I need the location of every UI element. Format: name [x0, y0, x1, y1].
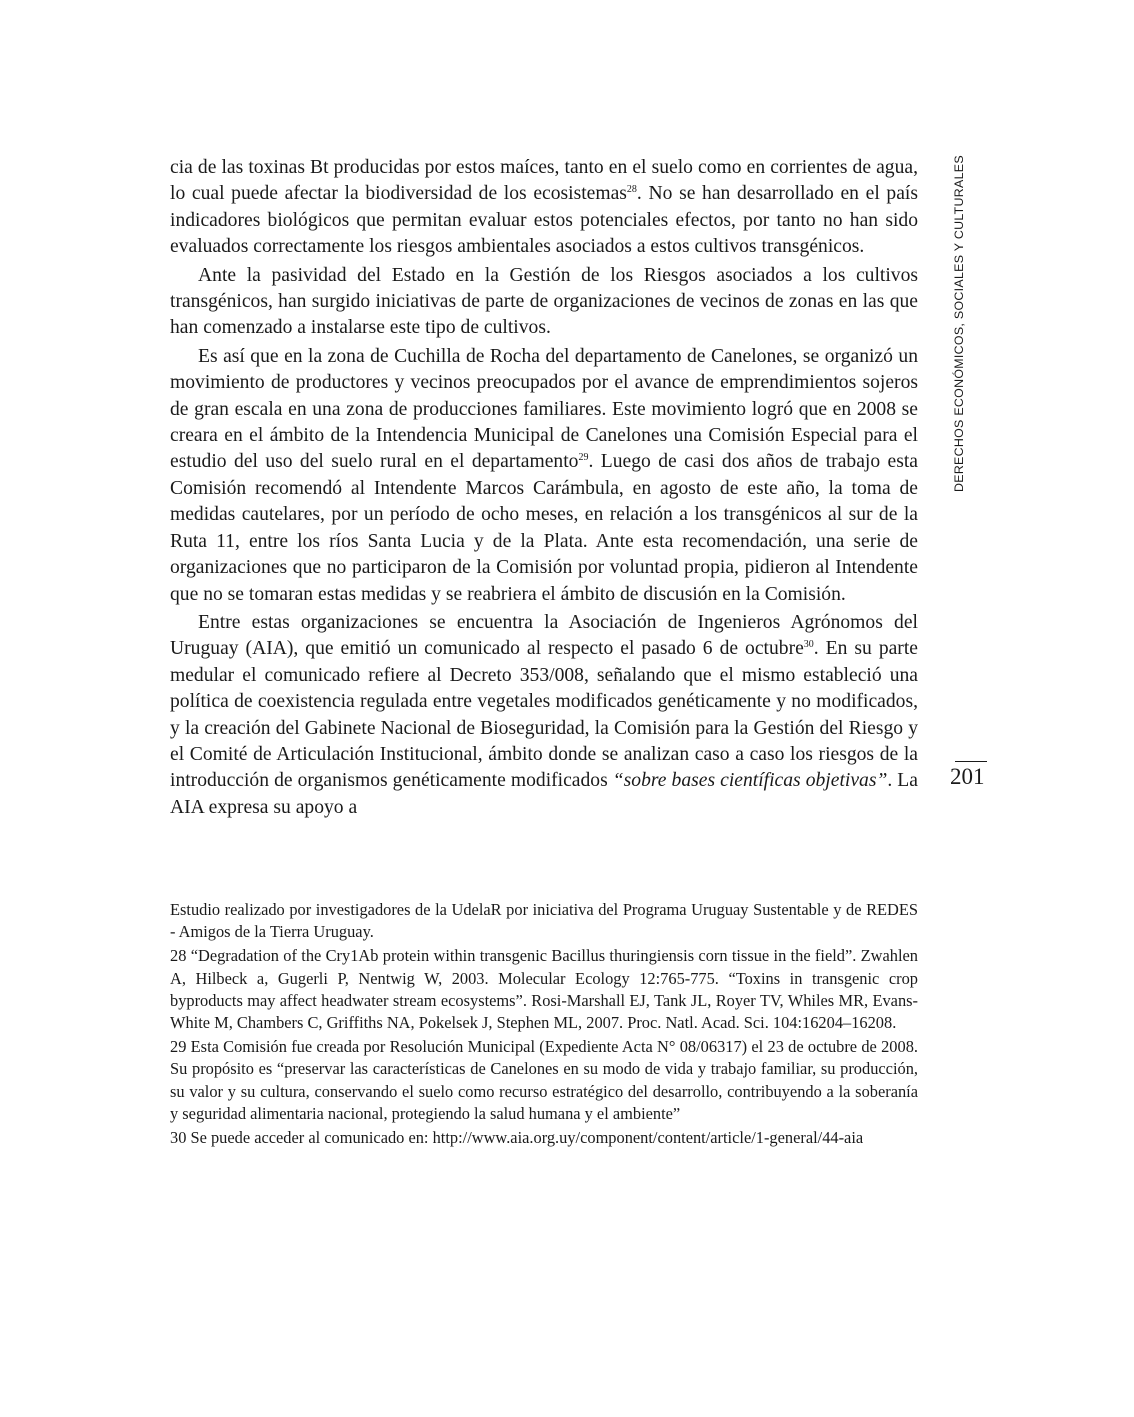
paragraph-3-text-a: Es así que en la zona de Cuchilla de Rocha del departamento de Canelones, se organizó un movimiento de productores y vecinos preocupados por el avance de emprendimientos sojeros de gran escala en una zona de producciones familiares. Este movimiento logró que en 2008 se creara en el ámbito de la Intendencia Municipal de Canelones una Comisión Especial para el estudio del uso del suelo rural en el departamento: [170, 345, 918, 473]
footnote-ref-29[interactable]: 29: [578, 452, 589, 464]
page-number: 201: [950, 764, 985, 789]
paragraph-4-text-b: . En su parte medular el comunicado refiere al Decreto 353/008, señalando que el mismo estableció una política de coexistencia regulada entre vegetales modificados genéticamente y no modificados, y la creación del Gabinete Nacional de Bioseguridad, la Comisión para la Gestión del Riesgo y el Comité de Articulación Institucional, ámbito donde se analizan caso a caso los riesgos de la introducción de organismos genéticamente modificados: [170, 638, 918, 792]
running-head-text: DERECHOS ECONÓMICOS, SOCIALES Y CULTURALES: [952, 155, 966, 492]
paragraph-3: [170, 344, 918, 608]
paragraph-4-text-c: . La AIA expresa su apoyo a: [170, 770, 918, 818]
footnote-28: 28 “Degradation of the Cry1Ab protein within transgenic Bacillus thuringiensis corn tissue in the field”. Zwahlen A, Hilbeck a, Gugerli P, Nentwig W, 2003. Molecular Ecology 12:765-775. “Toxins in transgenic crop byproducts may affect headwater stream ecosystems”. Rosi-Marshall EJ, Tank JL, Royer TV, Whiles MR, Evans-White M, Chambers C, Griffiths NA, Pokelsek J, Stephen ML, 2007. Proc. Natl. Acad. Sci. 104:16204–16208.: [170, 946, 918, 1033]
paragraph-4: [170, 610, 918, 821]
paragraph-4-quote: “sobre bases científicas objetivas”: [612, 770, 888, 792]
footnote-intro: Estudio realizado por investigadores de la UdelaR por iniciativa del Programa Uruguay Sustentable y de REDES - Amigos de la Tierra Uruguay.: [170, 900, 918, 942]
footnote-29: 29 Esta Comisión fue creada por Resolución Municipal (Expediente Acta N° 08/06317) el 23 de octubre de 2008. Su propósito es “preservar las características de Canelones en su modo de vida y trabajo familiar, su producción, su valor y su cultura, conservando el suelo como recurso estratégico del desarrollo, contribuyendo a la soberanía y seguridad alimentaria nacional, protegiendo la salud humana y el ambiente”: [170, 1037, 918, 1123]
page-number-rule: [955, 761, 987, 762]
footnote-30-link[interactable]: http://www.aia.org.uy/component/content/article/1-general/44-aia: [432, 1128, 864, 1148]
footnote-ref-28[interactable]: 28: [626, 184, 637, 196]
footnote-30: [170, 1127, 918, 1149]
paragraph-3-text-b: . Luego de casi dos años de trabajo esta Comisión recomendó al Intendente Marcos Carámbula, en agosto de este año, la toma de medidas cautelares, por un período de ocho meses, en relación a los transgénicos al sur de la Ruta 11, entre los ríos Santa Lucia y de la Plata. Ante esta recomendación, una serie de organizaciones que no participaron de la Comisión por voluntad propia, pidieron al Intendente que no se tomaran estas medidas y se reabriera el ámbito de discusión en la Comisión.: [170, 451, 918, 605]
paragraph-1-text-a: cia de las toxinas Bt producidas por estos maíces, tanto en el suelo como en corrientes de agua, lo cual puede afectar la biodiversidad de los ecosistemas: [170, 157, 918, 205]
running-head: [950, 155, 970, 492]
footnotes: [170, 899, 918, 1151]
body-text: [170, 155, 918, 821]
paragraph-1-text-b: . No se han desarrollado en el país indicadores biológicos que permitan evaluar estos potenciales efectos, por tanto no han sido evaluados correctamente los riesgos ambientales asociados a estos cultivos transgénicos.: [170, 183, 918, 258]
footnote-30-text: 30 Se puede acceder al comunicado en:: [170, 1128, 433, 1148]
paragraph-1: [170, 155, 918, 261]
footnote-ref-30[interactable]: 30: [803, 639, 814, 651]
paragraph-4-text-a: Entre estas organizaciones se encuentra la Asociación de Ingenieros Agrónomos del Uruguay (AIA), que emitió un comunicado al respecto el pasado 6 de octubre: [170, 611, 918, 660]
paragraph-2: Ante la pasividad del Estado en la Gestión de los Riesgos asociados a los cultivos transgénicos, han surgido iniciativas de parte de organizaciones de vecinos de zonas en las que han comenzado a instalarse este tipo de cultivos.: [170, 264, 918, 339]
